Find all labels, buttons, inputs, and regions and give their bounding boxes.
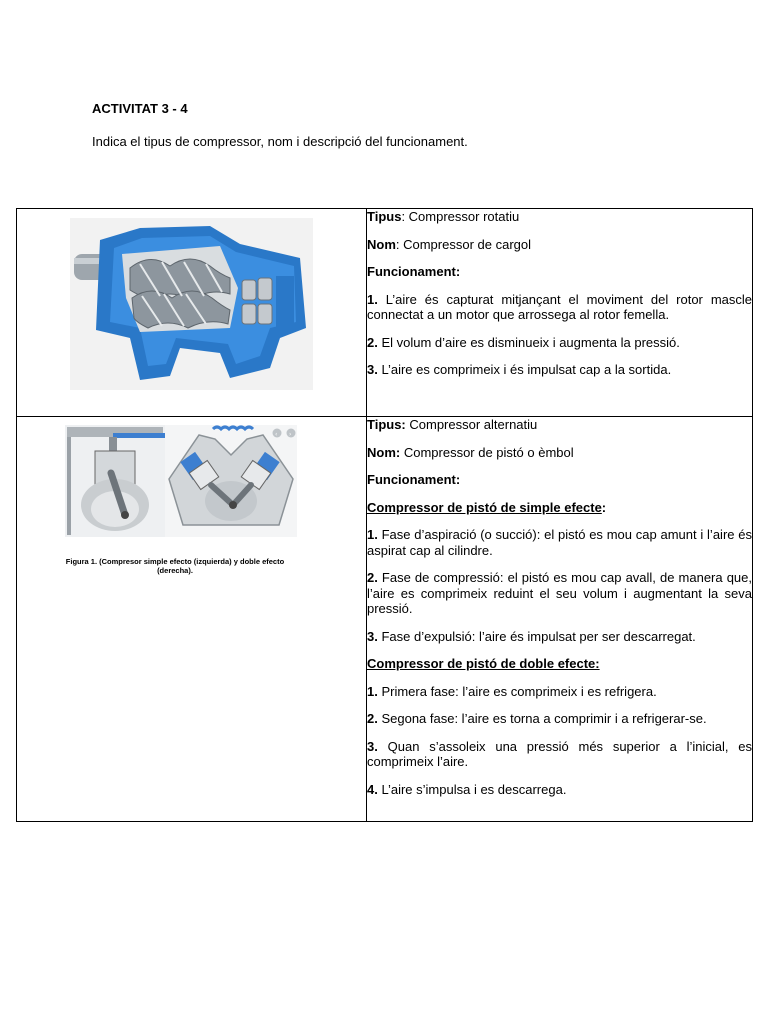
image-cell bbox=[17, 209, 367, 417]
type-label: Tipus bbox=[367, 209, 402, 224]
piston-compressor-image bbox=[65, 425, 310, 575]
activity-title: ACTIVITAT 3 - 4 bbox=[92, 101, 188, 116]
list-item: 3. Fase d’expulsió: l’aire és impulsat per ser descarregat. bbox=[367, 628, 696, 644]
table-row bbox=[17, 417, 753, 822]
type-value: Compressor alternatiu bbox=[405, 417, 538, 432]
svg-text:‹: ‹ bbox=[275, 431, 278, 438]
list-item: 2. El volum d’aire es disminueix i augmenta la pressió. bbox=[367, 334, 680, 350]
svg-text:›: › bbox=[289, 431, 292, 438]
list-item: 1. Primera fase: l’aire es comprimeix i es refrigera. bbox=[367, 683, 657, 699]
type-value: : Compressor rotatiu bbox=[401, 209, 520, 224]
name-label: Nom bbox=[367, 236, 396, 252]
screw-compressor-image bbox=[70, 218, 313, 390]
section-heading: Compressor de pistó de doble efecte: bbox=[367, 656, 600, 671]
name-value: : Compressor de cargol bbox=[395, 236, 532, 252]
operation-label: Funcionament: bbox=[367, 472, 461, 487]
list-item: 2. Segona fase: l’aire es torna a comprimir i a refrigerar-se. bbox=[367, 711, 707, 726]
name-value: Compressor de pistó o èmbol bbox=[400, 444, 574, 460]
section-heading: Compressor de pistó de simple efecte: bbox=[367, 499, 607, 515]
description-cell bbox=[367, 417, 753, 822]
list-item: 1. Fase d’aspiració (o succió): el pistó es mou cap amunt i l’aire és aspirat cap al cilindre. bbox=[367, 527, 752, 558]
list-item: 3. Quan s’assoleix una pressió més superior a l’inicial, es comprimeix l’aire. bbox=[367, 738, 752, 769]
list-item: 1. L’aire és capturat mitjançant el moviment del rotor mascle connectat a un motor que arrossega al rotor femella. bbox=[367, 291, 752, 322]
image-cell bbox=[17, 417, 367, 822]
operation-label: Funcionament: bbox=[367, 264, 461, 279]
list-item: 2. Fase de compressió: el pistó es mou cap avall, de manera que, l’aire es comprimeix reduint el seu volum i augmentant la seva pressió. bbox=[367, 570, 752, 616]
activity-instruction: Indica el tipus de compressor, nom i descripció del funcionament. bbox=[92, 134, 468, 149]
figure-caption: Figura 1. (Compresor simple efecto (izquierda) y doble efecto (derecha). bbox=[65, 557, 285, 575]
description-cell bbox=[367, 209, 753, 417]
name-label: Nom: bbox=[367, 444, 401, 460]
compressor-table bbox=[16, 208, 753, 822]
table-row bbox=[17, 209, 753, 417]
list-item: 3. L’aire es comprimeix i és impulsat cap a la sortida. bbox=[367, 362, 672, 377]
type-label: Tipus: bbox=[367, 417, 406, 432]
list-item: 4. L’aire s’impulsa i es descarrega. bbox=[367, 781, 567, 797]
